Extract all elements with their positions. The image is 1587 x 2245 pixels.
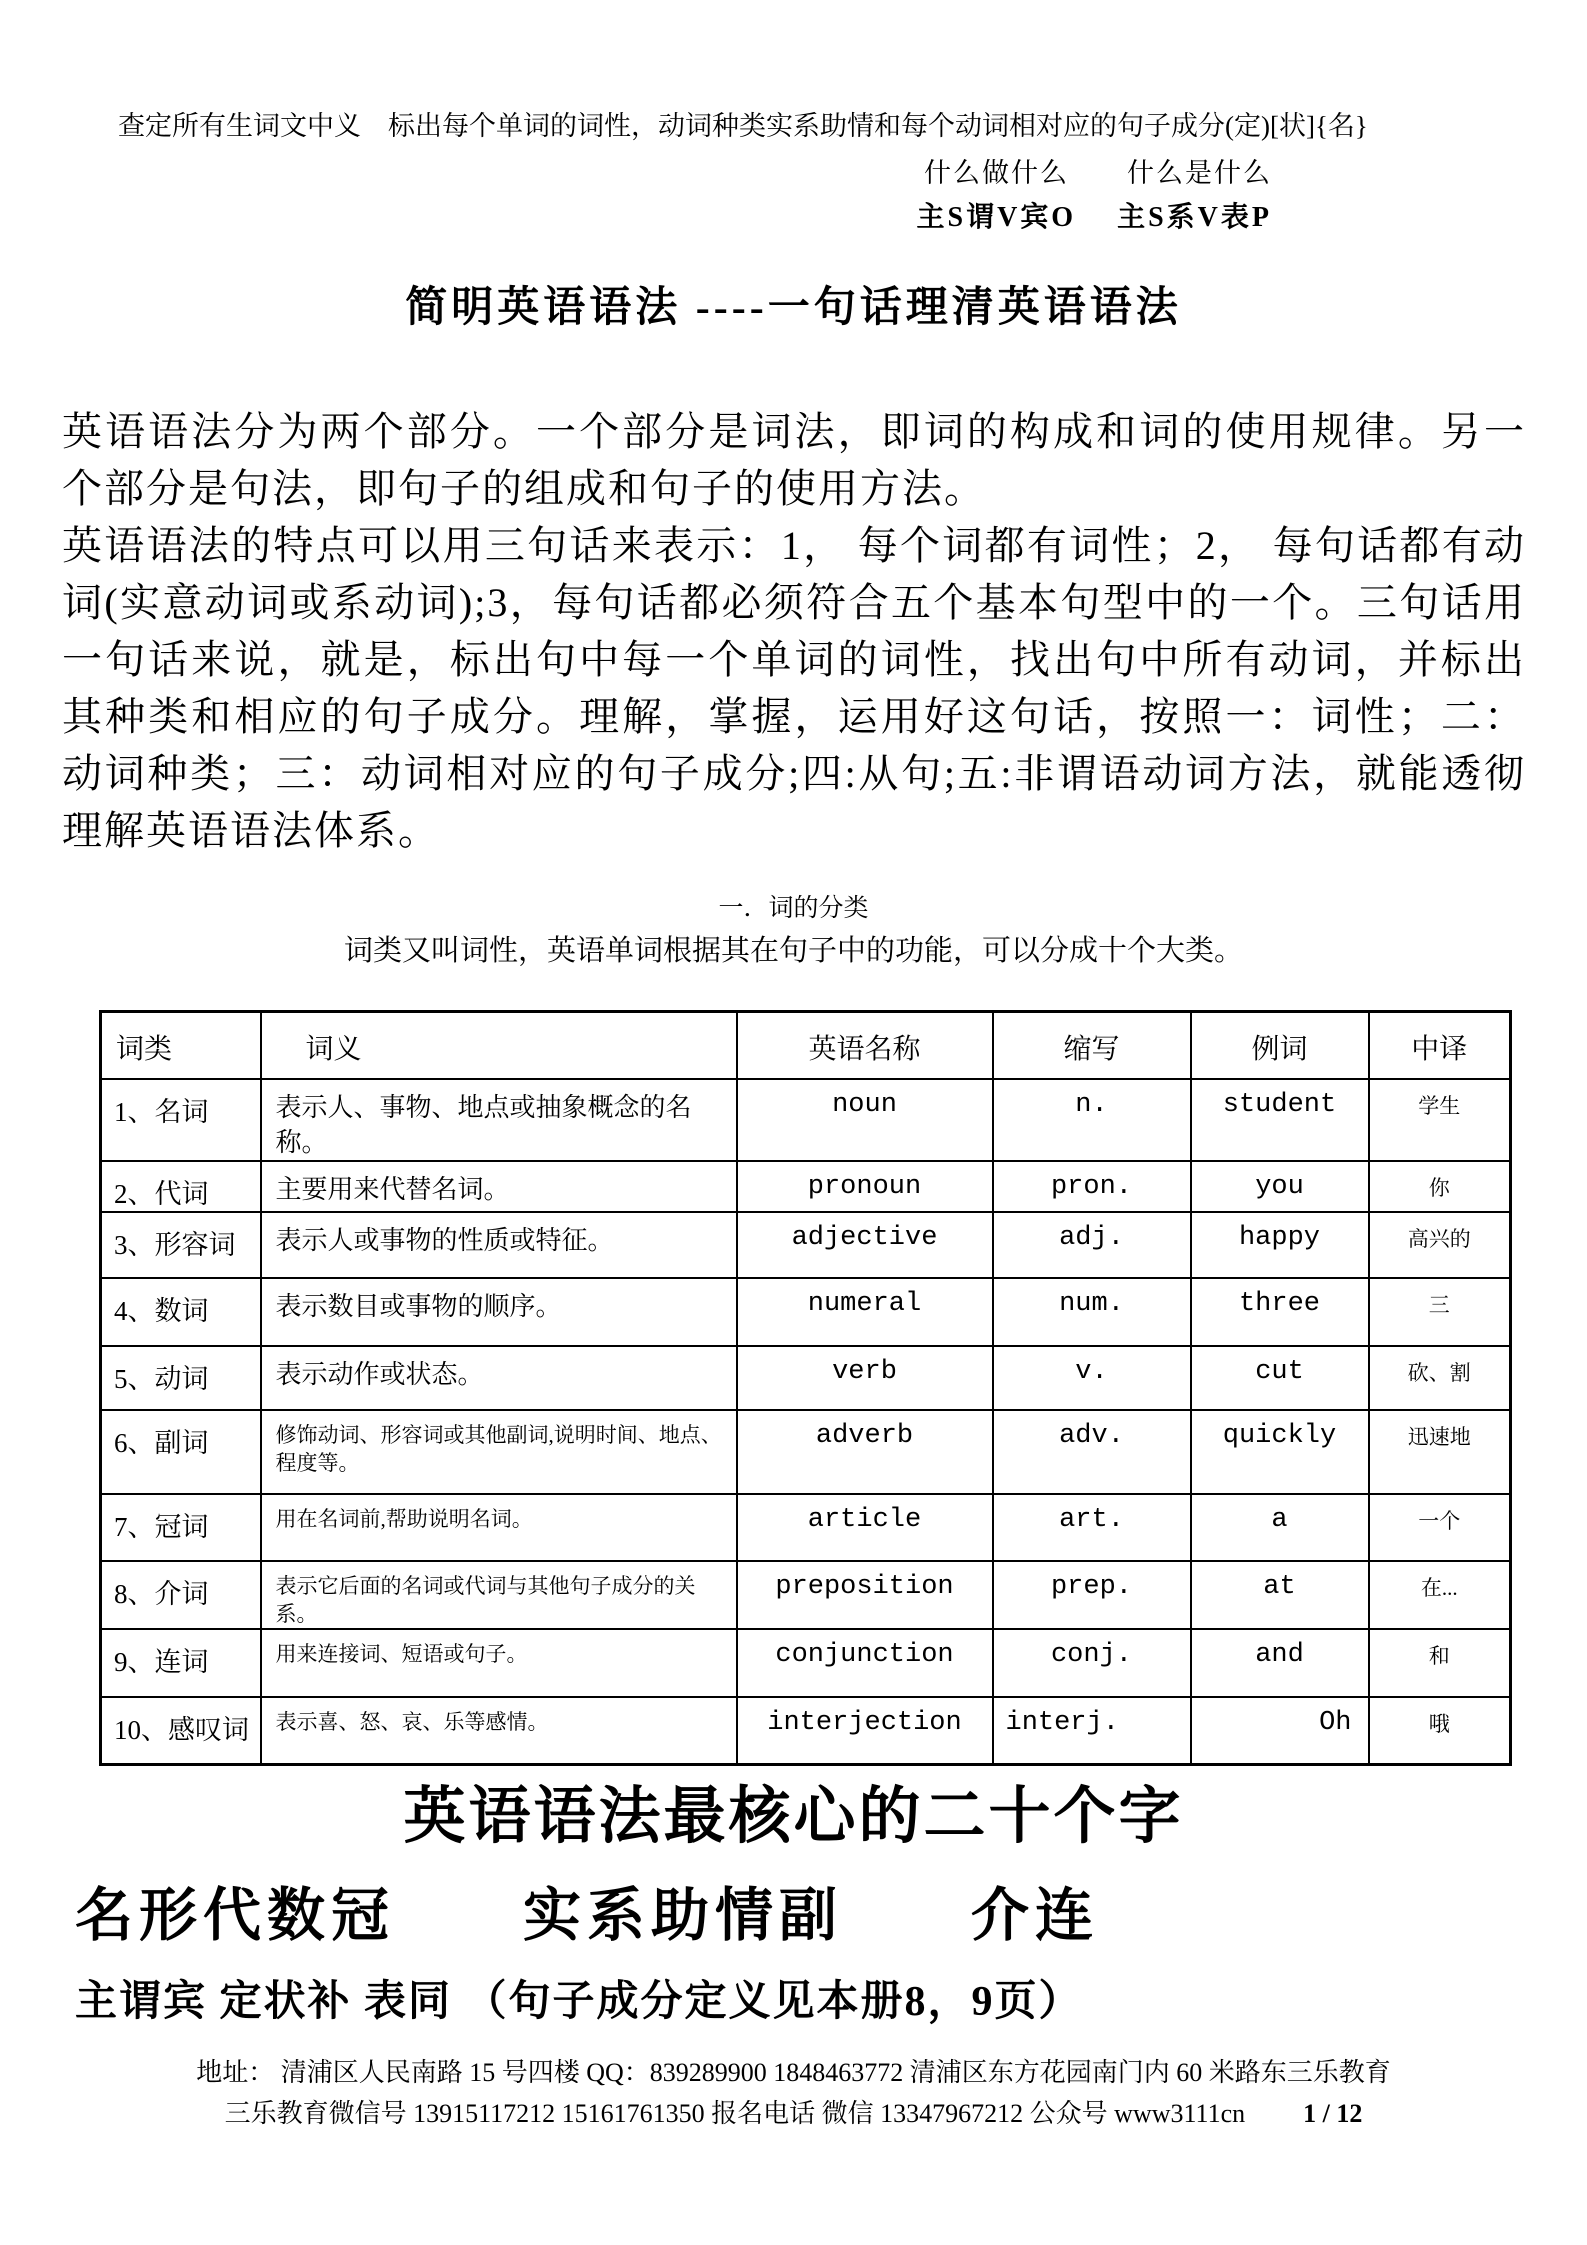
table-row [101, 1346, 1511, 1410]
column-header-example: 例词 [1191, 1012, 1369, 1079]
table-cell-meaning: 表示人、事物、地点或抽象概念的名称。 [261, 1079, 737, 1161]
annotation-line-1: 查定所有生词文中义 标出每个单词的词性，动词种类实系助情和每个动词相对应的句子成分(定)[状]{名} [118, 111, 1368, 141]
table-row [101, 1212, 1511, 1278]
table-row [101, 1561, 1511, 1630]
table-cell-english: adjective [737, 1212, 993, 1278]
table-cell-category: 1、名词 [101, 1079, 261, 1161]
table-cell-example: a [1191, 1494, 1369, 1561]
table-cell-example: at [1191, 1561, 1369, 1630]
table-cell-translation: 砍、割 [1369, 1346, 1511, 1410]
footer-address-line: 地址： 清浦区人民南路 15 号四楼 QQ：839289900 1848463772 清浦区东方花园南门内 60 米路东三乐教育 [196, 2058, 1391, 2087]
table-cell-category: 6、副词 [101, 1410, 261, 1494]
core-components-line: 主谓宾 定状补 表同 （句子成分定义见本册8，9页） [75, 1979, 1083, 2025]
annotation-line-2: 什么做什么 什么是什么 [924, 158, 1272, 188]
table-cell-english: preposition [737, 1561, 993, 1630]
table-cell-abbr: prep. [993, 1561, 1191, 1630]
column-header-english: 英语名称 [737, 1012, 993, 1079]
table-header-row [101, 1012, 1511, 1079]
table-cell-example: cut [1191, 1346, 1369, 1410]
table-cell-english: adverb [737, 1410, 993, 1494]
table-cell-category: 2、代词 [101, 1161, 261, 1212]
table-cell-translation: 在... [1369, 1561, 1511, 1630]
table-cell-translation: 三 [1369, 1278, 1511, 1346]
table-row [101, 1629, 1511, 1697]
table-row [101, 1697, 1511, 1764]
table-cell-meaning: 用在名词前,帮助说明名词。 [261, 1494, 737, 1561]
table-cell-category: 4、数词 [101, 1278, 261, 1346]
intro-paragraph-1: 英语语法分为两个部分。一个部分是词法，即词的构成和词的使用规律。另一个部分是句法，即句子的组成和句子的使用方法。 [62, 409, 1526, 511]
table-cell-english: conjunction [737, 1629, 993, 1697]
table-cell-english: noun [737, 1079, 993, 1161]
table-cell-meaning: 主要用来代替名词。 [261, 1161, 737, 1212]
table-cell-category: 3、形容词 [101, 1212, 261, 1278]
table-cell-example: you [1191, 1161, 1369, 1212]
table-cell-category: 9、连词 [101, 1629, 261, 1697]
core-words-line: 名形代数冠 实系助情副 介连 [75, 1883, 1100, 1948]
section-heading: 一．词的分类 [718, 895, 869, 922]
table-cell-english: pronoun [737, 1161, 993, 1212]
footer-contact-text: 三乐教育微信号 13915117212 15161761350 报名电话 微信 13347967212 公众号 www3111cn [224, 2099, 1246, 2128]
table-cell-example: and [1191, 1629, 1369, 1697]
table-row [101, 1161, 1511, 1212]
table-cell-meaning: 表示喜、怒、哀、乐等感情。 [261, 1697, 737, 1764]
table-cell-english: article [737, 1494, 993, 1561]
core-title: 英语语法最核心的二十个字 [403, 1783, 1184, 1851]
page-title: 简明英语语法 ----一句话理清英语语法 [405, 285, 1182, 331]
footer-contact-line [0, 2093, 1587, 2130]
intro-paragraphs [62, 403, 1526, 859]
table-cell-abbr: num. [993, 1278, 1191, 1346]
column-header-category: 词类 [101, 1012, 261, 1079]
table-cell-example: Oh [1191, 1697, 1369, 1764]
table-cell-translation: 迅速地 [1369, 1410, 1511, 1494]
table-cell-english: verb [737, 1346, 993, 1410]
table-cell-english: interjection [737, 1697, 993, 1764]
table-cell-abbr: conj. [993, 1629, 1191, 1697]
table-row [101, 1410, 1511, 1494]
table-cell-category: 5、动词 [101, 1346, 261, 1410]
table-cell-meaning: 表示它后面的名词或代词与其他句子成分的关系。 [261, 1561, 737, 1630]
table-cell-abbr: art. [993, 1494, 1191, 1561]
table-row [101, 1494, 1511, 1561]
column-header-abbr: 缩写 [993, 1012, 1191, 1079]
table-cell-example: student [1191, 1079, 1369, 1161]
table-cell-translation: 学生 [1369, 1079, 1511, 1161]
table-cell-example: happy [1191, 1212, 1369, 1278]
annotation-notes [0, 104, 1587, 235]
table-cell-example: quickly [1191, 1410, 1369, 1494]
table-cell-abbr: interj. [993, 1697, 1191, 1764]
table-cell-meaning: 表示数目或事物的顺序。 [261, 1278, 737, 1346]
table-row [101, 1079, 1511, 1161]
annotation-line-3: 主S谓V宾O 主S系V表P [916, 202, 1272, 233]
table-cell-category: 8、介词 [101, 1561, 261, 1630]
table-cell-meaning: 表示动作或状态。 [261, 1346, 737, 1410]
table-cell-abbr: pron. [993, 1161, 1191, 1212]
table-cell-translation: 一个 [1369, 1494, 1511, 1561]
column-header-meaning: 词义 [261, 1012, 737, 1079]
table-cell-category: 10、感叹词 [101, 1697, 261, 1764]
table-cell-translation: 哦 [1369, 1697, 1511, 1764]
page-number: 1 / 12 [1303, 2099, 1363, 2128]
table-cell-translation: 高兴的 [1369, 1212, 1511, 1278]
table-cell-example: three [1191, 1278, 1369, 1346]
table-cell-meaning: 表示人或事物的性质或特征。 [261, 1212, 737, 1278]
table-cell-meaning: 修饰动词、形容词或其他副词,说明时间、地点、程度等。 [261, 1410, 737, 1494]
table-cell-abbr: adv. [993, 1410, 1191, 1494]
page-footer [0, 2052, 1587, 2130]
table-cell-category: 7、冠词 [101, 1494, 261, 1561]
parts-of-speech-table [99, 1010, 1512, 1766]
table-cell-meaning: 用来连接词、短语或句子。 [261, 1629, 737, 1697]
table-cell-translation: 你 [1369, 1161, 1511, 1212]
table-cell-english: numeral [737, 1278, 993, 1346]
section-subheading: 词类又叫词性，英语单词根据其在句子中的功能，可以分成十个大类。 [343, 935, 1243, 967]
column-header-translation: 中译 [1369, 1012, 1511, 1079]
table-cell-abbr: adj. [993, 1212, 1191, 1278]
table-row [101, 1278, 1511, 1346]
table-cell-abbr: v. [993, 1346, 1191, 1410]
table-cell-translation: 和 [1369, 1629, 1511, 1697]
table-cell-abbr: n. [993, 1079, 1191, 1161]
intro-paragraph-2: 英语语法的特点可以用三句话来表示：1， 每个词都有词性；2， 每句话都有动词(实意动词或系动词);3，每句话都必须符合五个基本句型中的一个。三句话用一句话来说，就是，标出句中每一个单词的词性，找出句中所有动词，并标出其种类和相应的句子成分。理解，掌握，运用好这句话，按照一：词性；二：动词种类；三：动词相对应的句子成分;四:从句;五:非谓语动词方法，就能透彻理解英语语法体系。 [62, 523, 1526, 853]
